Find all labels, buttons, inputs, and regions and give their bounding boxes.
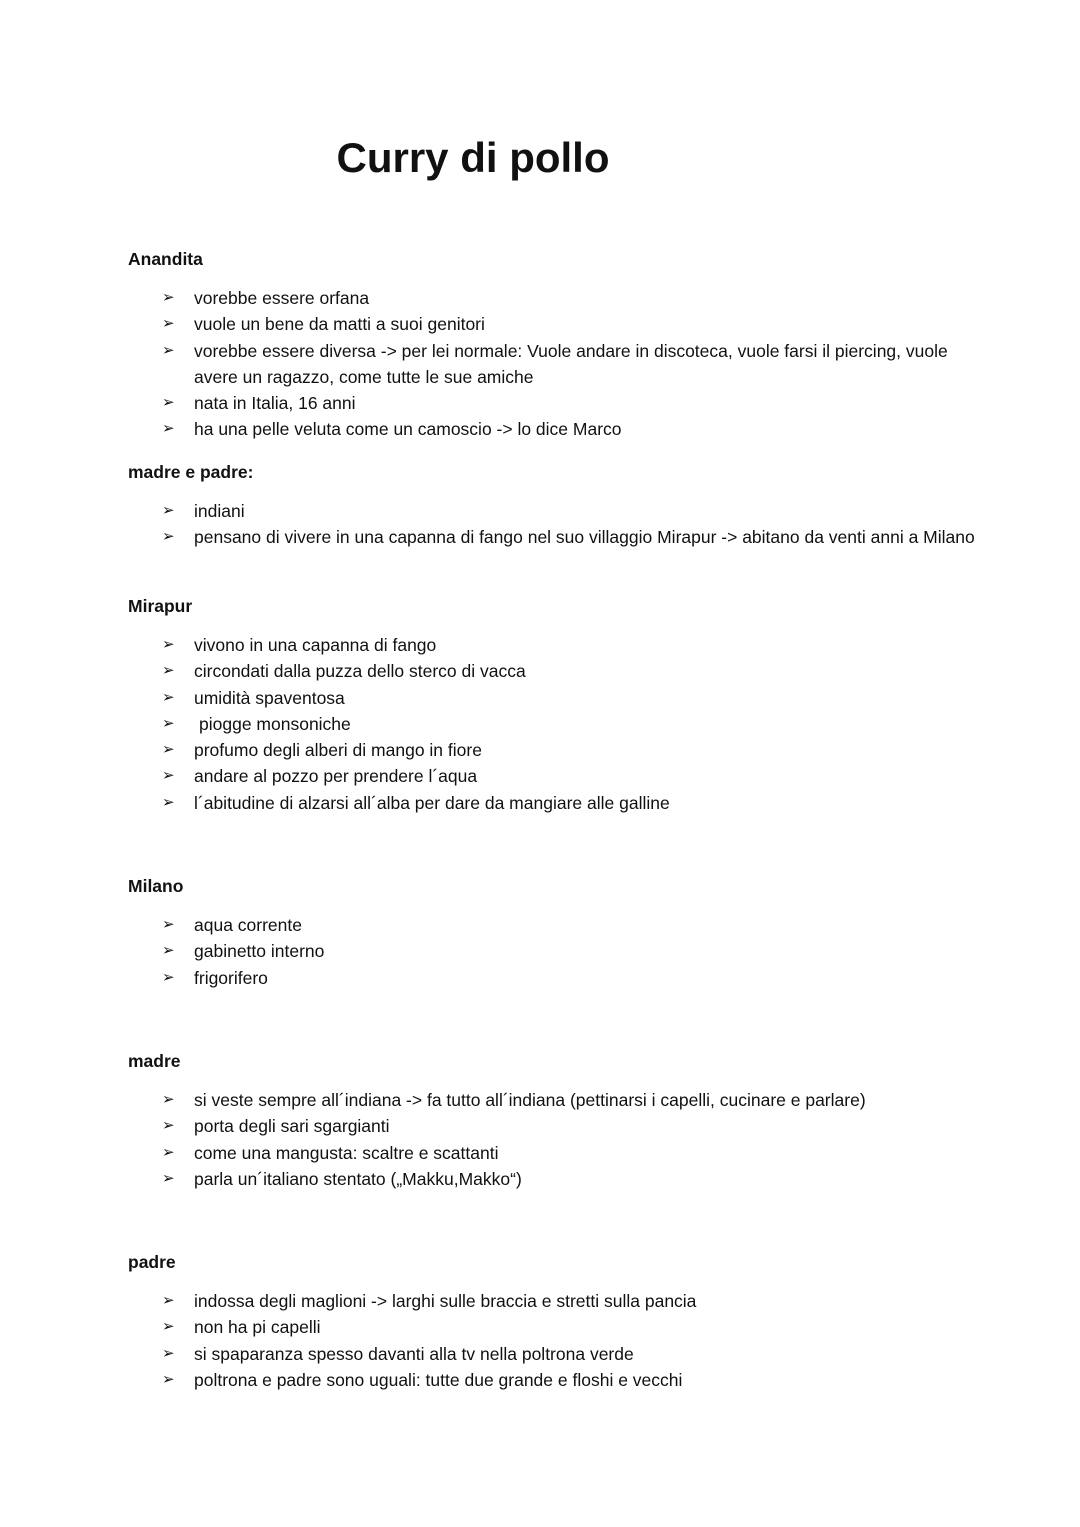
arrow-bullet-icon: ➢ [162, 1169, 175, 1187]
arrow-bullet-icon: ➢ [162, 289, 175, 306]
list-item: ➢ parla un´italiano stentato („Makku,Makko“) [128, 1166, 988, 1192]
arrow-bullet-icon: ➢ [162, 341, 175, 359]
section-heading: Mirapur [128, 596, 193, 616]
section-heading: padre [128, 1252, 176, 1272]
section-anandita [128, 247, 988, 443]
arrow-bullet-icon: ➢ [162, 968, 175, 986]
arrow-bullet-icon: ➢ [162, 394, 175, 412]
arrow-bullet-icon: ➢ [162, 1091, 175, 1108]
list-item: ➢ come una mangusta: scaltre e scattanti [128, 1140, 988, 1166]
list-item: ➢ indiani [128, 498, 988, 524]
list-item: ➢ nata in Italia, 16 anni [128, 390, 988, 416]
arrow-bullet-icon: ➢ [162, 767, 175, 785]
arrow-bullet-icon: ➢ [162, 528, 175, 546]
list-item: ➢ circondati dalla puzza dello sterco di vacca [128, 658, 988, 684]
list-item: ➢ gabinetto interno [128, 938, 988, 964]
arrow-bullet-icon: ➢ [162, 714, 175, 732]
arrow-bullet-icon: ➢ [162, 502, 175, 519]
arrow-bullet-icon: ➢ [162, 1117, 175, 1135]
bullet-list [128, 1288, 988, 1393]
section-heading: Milano [128, 876, 184, 896]
list-item: ➢ piogge monsoniche [128, 711, 988, 737]
list-item: ➢ vivono in una capanna di fango [128, 632, 988, 658]
section-madre-e-padre [128, 460, 988, 551]
arrow-bullet-icon: ➢ [162, 942, 175, 960]
bullet-list [128, 1087, 988, 1192]
list-item: ➢ porta degli sari sgargianti [128, 1113, 988, 1139]
arrow-bullet-icon: ➢ [162, 662, 175, 680]
list-item: ➢ si spaparanza spesso davanti alla tv nella poltrona verde [128, 1341, 988, 1367]
list-item: ➢ aqua corrente [128, 912, 988, 938]
section-heading: madre e padre: [128, 462, 254, 482]
arrow-bullet-icon: ➢ [162, 1318, 175, 1336]
section-heading: Anandita [128, 249, 203, 269]
bullet-list [128, 498, 988, 551]
list-item: ➢ ha una pelle veluta come un camoscio -> lo dice Marco [128, 416, 988, 442]
bullet-list [128, 285, 988, 443]
arrow-bullet-icon: ➢ [162, 1370, 175, 1388]
list-item: ➢ umidità spaventosa [128, 685, 988, 711]
arrow-bullet-icon: ➢ [162, 1143, 175, 1161]
list-item: ➢ frigorifero [128, 965, 988, 991]
section-padre [128, 1250, 988, 1393]
arrow-bullet-icon: ➢ [162, 1292, 175, 1309]
list-item: ➢ pensano di vivere in una capanna di fango nel suo villaggio Mirapur -> abitano da venti anni a Milano [128, 524, 988, 550]
section-madre [128, 1049, 988, 1192]
document-title: Curry di pollo [336, 134, 610, 181]
list-item: ➢ vorebbe essere orfana [128, 285, 988, 311]
list-item: ➢ non ha pi capelli [128, 1314, 988, 1340]
arrow-bullet-icon: ➢ [162, 793, 175, 811]
arrow-bullet-icon: ➢ [162, 1344, 175, 1362]
list-item: ➢ andare al pozzo per prendere l´aqua [128, 763, 988, 789]
arrow-bullet-icon: ➢ [162, 741, 175, 759]
arrow-bullet-icon: ➢ [162, 636, 175, 653]
list-item: ➢ poltrona e padre sono uguali: tutte due grande e floshi e vecchi [128, 1367, 988, 1393]
list-item: ➢ vuole un bene da matti a suoi genitori [128, 311, 988, 337]
section-mirapur [128, 594, 988, 816]
list-item: ➢ vorebbe essere diversa -> per lei normale: Vuole andare in discoteca, vuole farsi il piercing, vuole avere un ragazzo, come tutte le sue amiche [128, 338, 988, 391]
arrow-bullet-icon: ➢ [162, 315, 175, 333]
arrow-bullet-icon: ➢ [162, 916, 175, 933]
list-item: ➢ si veste sempre all´indiana -> fa tutto all´indiana (pettinarsi i capelli, cucinare e parlare) [128, 1087, 988, 1113]
list-item: ➢ indossa degli maglioni -> larghi sulle braccia e stretti sulla pancia [128, 1288, 988, 1314]
section-milano [128, 874, 988, 991]
bullet-list [128, 912, 988, 991]
arrow-bullet-icon: ➢ [162, 688, 175, 706]
bullet-list [128, 632, 988, 816]
section-heading: madre [128, 1051, 181, 1071]
arrow-bullet-icon: ➢ [162, 420, 175, 438]
list-item: ➢ l´abitudine di alzarsi all´alba per dare da mangiare alle galline [128, 790, 988, 816]
list-item: ➢ profumo degli alberi di mango in fiore [128, 737, 988, 763]
